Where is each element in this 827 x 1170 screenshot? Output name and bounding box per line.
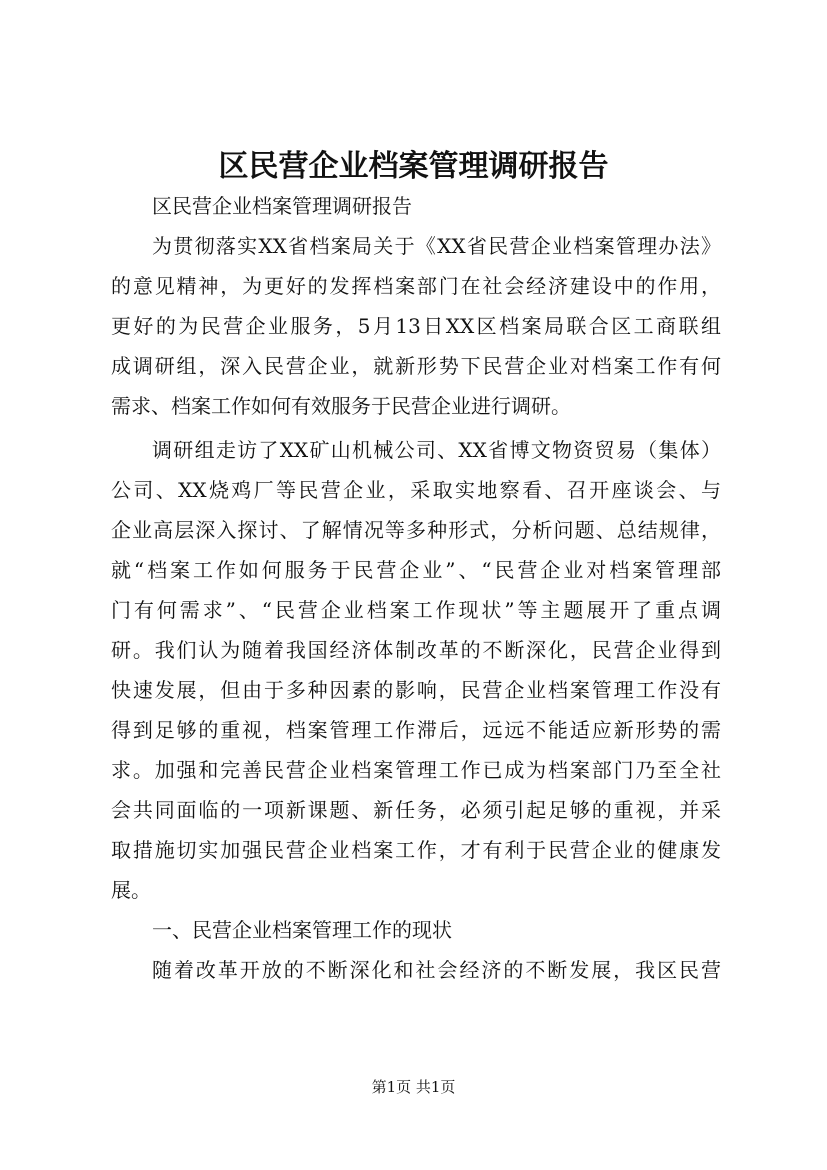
paragraph-1-line: 的意见精神，为更好的发挥档案部门在社会经济建设中的作用， (111, 274, 721, 298)
paragraph-2-line: 调研组走访了XX矿山机械公司、XX省博文物资贸易（集体） (152, 438, 721, 462)
paragraph-2-line: 展。 (111, 878, 151, 902)
document-title: 区民营企业档案管理调研报告 (218, 149, 609, 184)
paragraph-2-line: 门有何需求”、“民营企业档案工作现状”等主题展开了重点调 (111, 598, 721, 622)
paragraph-2-line: 会共同面临的一项新课题、新任务，必须引起足够的重视，并采 (111, 798, 721, 822)
paragraph-3-line: 随着改革开放的不断深化和社会经济的不断发展，我区民营 (152, 958, 721, 982)
paragraph-2-line: 快速发展，但由于多种因素的影响，民营企业档案管理工作没有 (111, 678, 721, 702)
paragraph-2-line: 得到足够的重视，档案管理工作滞后，远远不能适应新形势的需 (111, 718, 721, 742)
paragraph-2-line: 研。我们认为随着我国经济体制改革的不断深化，民营企业得到 (111, 638, 721, 662)
section-heading: 一、民营企业档案管理工作的现状 (152, 918, 452, 942)
paragraph-1-line: 成调研组，深入民营企业，就新形势下民营企业对档案工作有何 (111, 354, 721, 378)
document-body (111, 186, 721, 990)
paragraph-2-line: 取措施切实加强民营企业档案工作，才有利于民营企业的健康发 (111, 838, 721, 862)
paragraph-2-line: 求。加强和完善民营企业档案管理工作已成为档案部门乃至全社 (111, 758, 721, 782)
document-subtitle: 区民营企业档案管理调研报告 (152, 194, 412, 218)
paragraph-1-line: 为贯彻落实XX省档案局关于《XX省民营企业档案管理办法》 (152, 234, 721, 258)
paragraph-2-line: 公司、XX烧鸡厂等民营企业，采取实地察看、召开座谈会、与 (111, 478, 721, 502)
paragraph-1-line: 需求、档案工作如何有效服务于民营企业进行调研。 (111, 394, 571, 418)
paragraph-2-line: 就“档案工作如何服务于民营企业”、“民营企业对档案管理部 (111, 558, 721, 582)
page-number-footer: 第1页 共1页 (371, 1078, 456, 1096)
paragraph-1-line: 更好的为民营企业服务，5月13日XX区档案局联合区工商联组 (111, 314, 721, 338)
paragraph-2-line: 企业高层深入探讨、了解情况等多种形式，分析问题、总结规律， (111, 518, 721, 542)
